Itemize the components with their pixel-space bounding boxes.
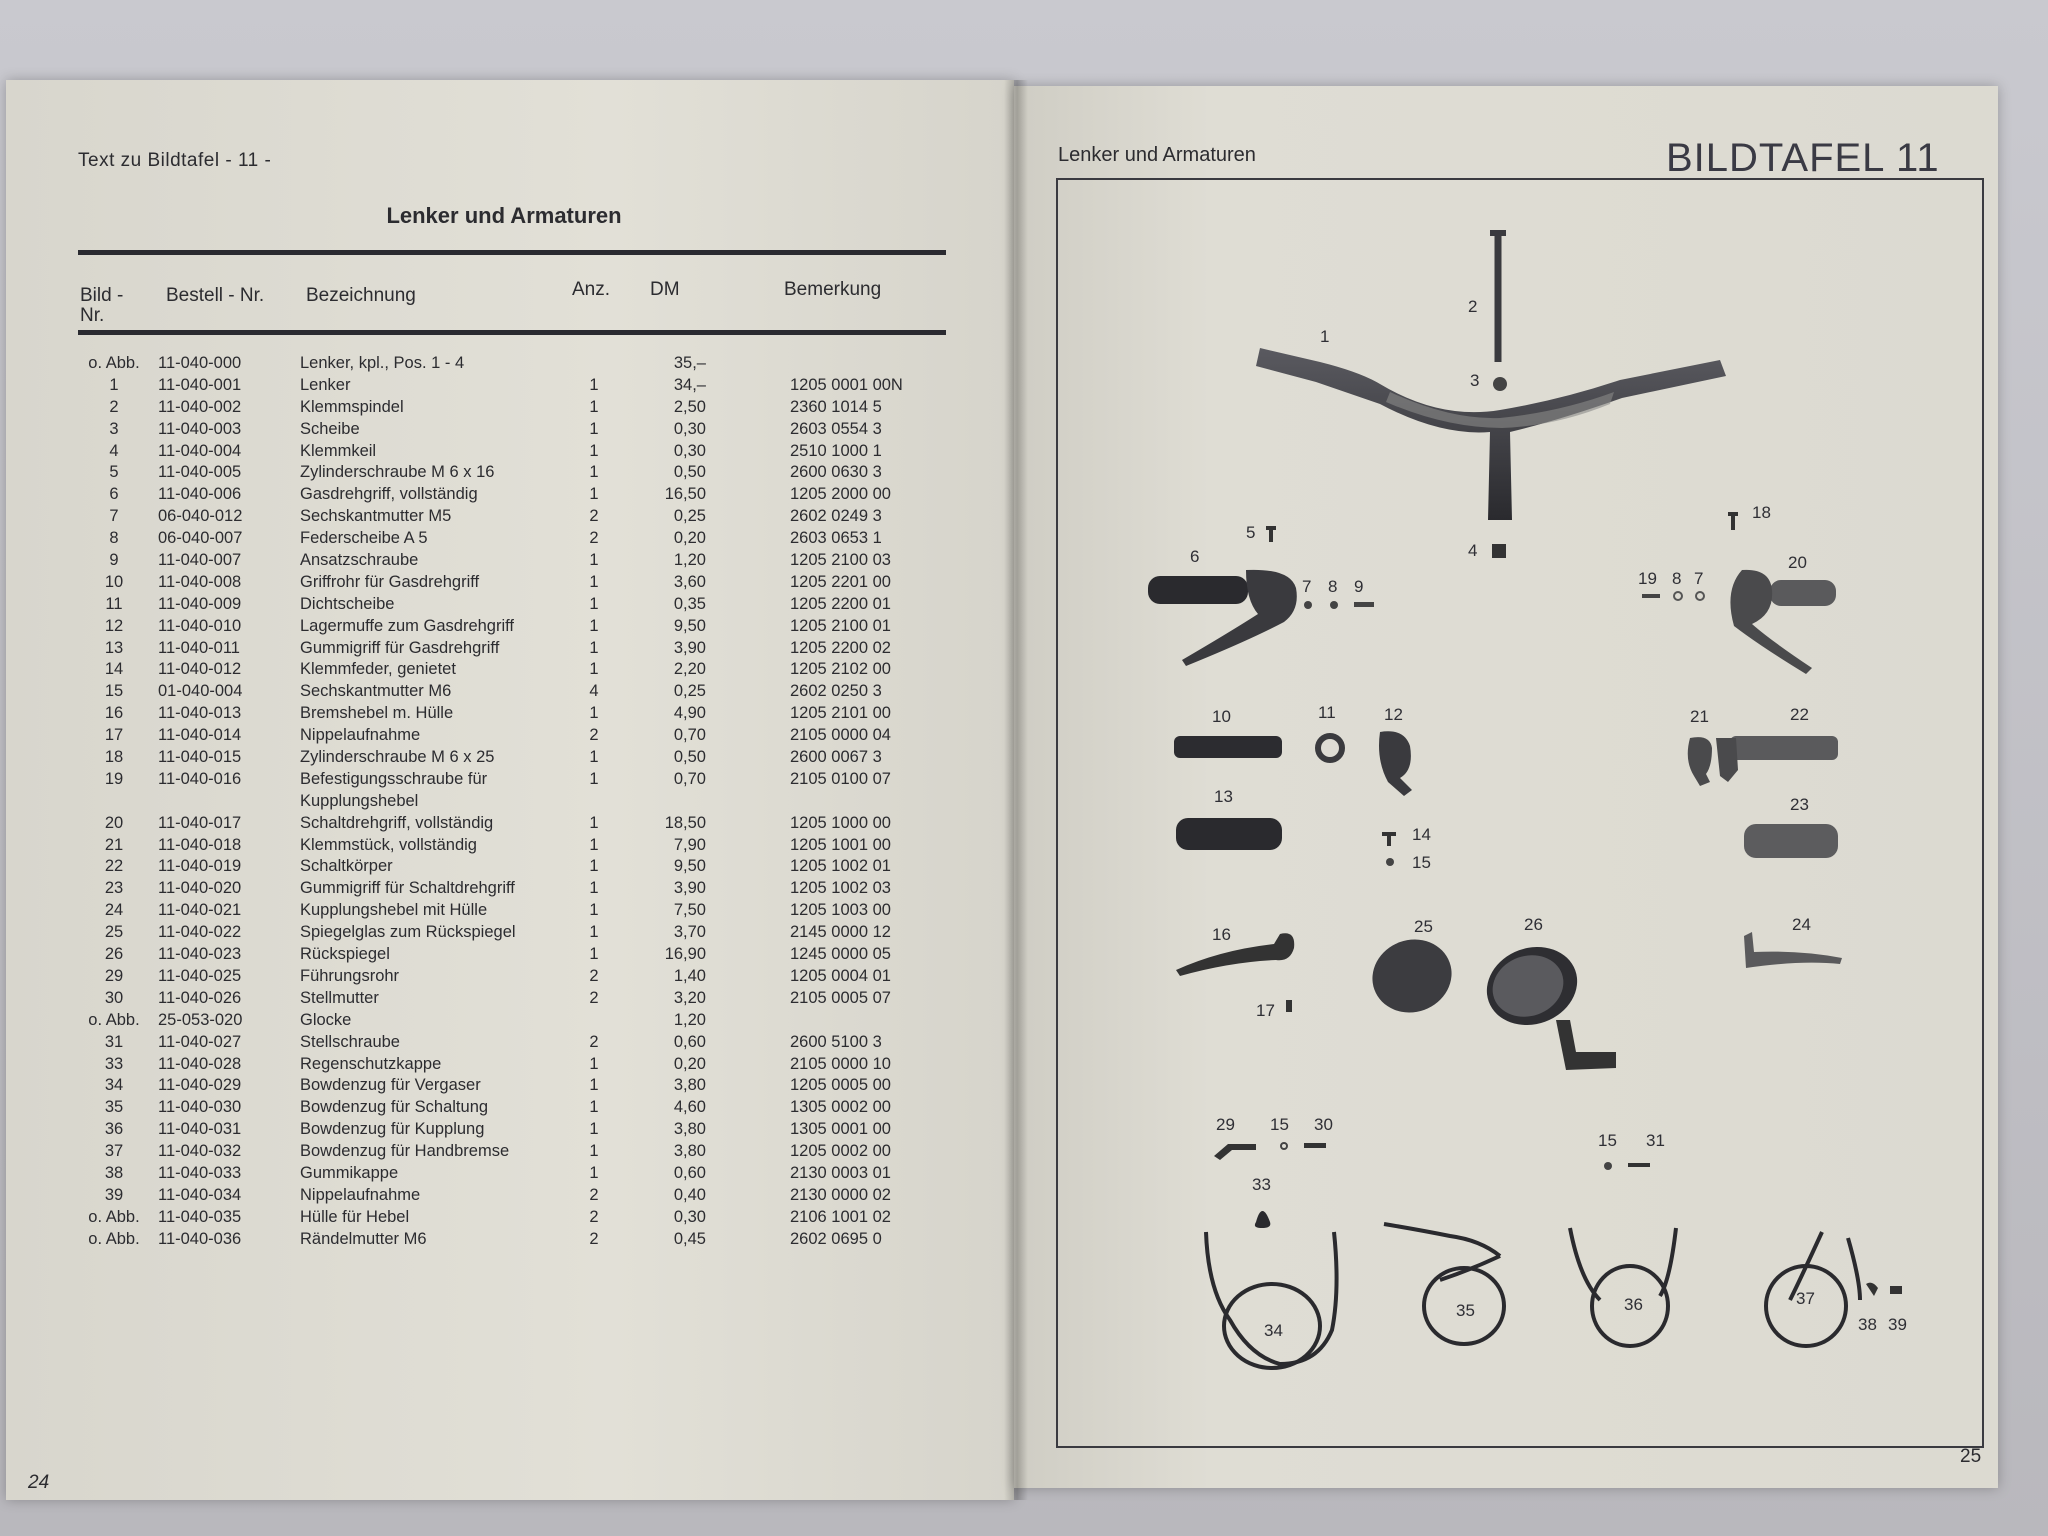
cell-bez: Hülle für Hebel (300, 1207, 410, 1226)
cell-bem: 1205 2201 00 (790, 572, 891, 591)
cell-dm: 34,– (673, 375, 706, 394)
part-label: 2 (1468, 297, 1478, 316)
part-label: 8 (1672, 569, 1682, 588)
cell-bez: Glocke (300, 1010, 352, 1029)
cell-bem: 1205 1002 01 (790, 857, 891, 876)
part-label: 3 (1470, 371, 1480, 390)
cell-anz: 1 (589, 813, 599, 832)
cell-dm: 0,60 (673, 1032, 706, 1051)
page-number-left: 24 (28, 1472, 50, 1493)
cell-bez: Dichtscheibe (300, 594, 395, 613)
cell-bestell: 11-040-035 (158, 1207, 242, 1226)
right-page-header: Lenker und Armaturen (1058, 144, 1256, 166)
part-label: 4 (1468, 541, 1478, 560)
cell-bez: Gummigriff für Schaltdrehgriff (300, 879, 515, 898)
cell-bestell: 11-040-002 (158, 397, 242, 416)
cell-bestell: 11-040-007 (158, 551, 242, 570)
cell-bem: 2600 5100 3 (790, 1032, 882, 1051)
cell-dm: 1,20 (673, 1010, 706, 1029)
cell-anz: 1 (589, 616, 599, 635)
cell-anz: 2 (589, 1032, 599, 1051)
cell-anz: 1 (589, 835, 599, 854)
cell-bild: 35 (104, 1098, 124, 1117)
cell-anz: 1 (589, 704, 599, 723)
cell-bestell: 11-040-020 (158, 879, 242, 898)
cell-bestell: 11-040-009 (158, 594, 242, 613)
cell-bild: 38 (104, 1163, 124, 1182)
part-label: 36 (1624, 1295, 1643, 1314)
cell-anz: 1 (589, 441, 599, 460)
cell-bem: 2145 0000 12 (790, 923, 891, 942)
cell-anz: 1 (589, 1120, 599, 1139)
cell-bem: 1205 2101 00 (790, 704, 891, 723)
cell-bild: 18 (104, 748, 124, 767)
cell-bez: Griffrohr für Gasdrehgriff (300, 572, 480, 591)
cell-bild: 8 (109, 529, 119, 548)
part-label: 1 (1320, 327, 1330, 346)
cell-bild: 33 (104, 1054, 124, 1073)
cell-bestell: 11-040-015 (158, 748, 242, 767)
cell-bild: 30 (104, 988, 124, 1007)
cell-bez: Sechskantmutter M5 (300, 507, 452, 526)
part-label: 16 (1212, 925, 1231, 944)
parts-list-title: Lenker und Armaturen (386, 203, 622, 228)
cell-bem: 2105 0000 04 (790, 726, 891, 745)
cell-bestell: 11-040-016 (158, 769, 242, 788)
cell-bem: 1245 0000 05 (790, 945, 891, 964)
cell-bild: 29 (104, 966, 124, 985)
cell-bez: Ansatzschraube (300, 551, 419, 570)
part-label: 35 (1456, 1301, 1475, 1320)
cell-dm: 35,– (673, 354, 706, 372)
cell-dm: 3,60 (673, 572, 706, 591)
cell-bez: Lenker (300, 375, 351, 394)
cell-bem: 1205 1002 03 (790, 879, 891, 898)
cell-anz: 1 (589, 1076, 599, 1095)
cell-bestell: 25-053-020 (158, 1010, 243, 1029)
part-label: 25 (1414, 917, 1433, 936)
part-label: 29 (1216, 1115, 1235, 1134)
cell-dm: 0,25 (673, 507, 706, 526)
cell-bestell: 11-040-010 (158, 616, 242, 635)
cell-bem: 2510 1000 1 (790, 441, 882, 460)
cell-bild: 36 (104, 1120, 124, 1139)
part-label: 31 (1646, 1131, 1665, 1150)
cell-dm: 4,90 (673, 704, 706, 723)
cell-bild: 13 (104, 638, 124, 657)
cell-bem: 1205 2200 01 (790, 594, 891, 613)
cell-bez: Lagermuffe zum Gasdrehgriff (300, 616, 515, 635)
cell-anz: 1 (589, 945, 599, 964)
cell-dm: 3,80 (673, 1142, 706, 1161)
cell-bestell: 11-040-003 (158, 419, 242, 438)
cell-bild: 20 (104, 813, 124, 832)
cell-dm: 0,25 (673, 682, 706, 701)
part-label: 10 (1212, 707, 1231, 726)
column-header-bild-line2: Nr. (80, 305, 105, 326)
part-label: 39 (1888, 1315, 1907, 1334)
cell-bestell: 11-040-025 (158, 966, 242, 985)
cell-bestell: 11-040-027 (158, 1032, 242, 1051)
cell-bestell: 11-040-034 (158, 1185, 242, 1204)
part-label: 24 (1792, 915, 1811, 934)
cell-bild: 24 (104, 901, 124, 920)
part-label: 37 (1796, 1289, 1815, 1308)
cell-bez: Bowdenzug für Handbremse (300, 1142, 510, 1161)
cell-dm: 3,80 (673, 1076, 706, 1095)
cell-dm: 0,40 (673, 1185, 706, 1204)
cell-bild: o. Abb. (88, 354, 140, 372)
cell-bild: 19 (104, 769, 124, 788)
cell-bem: 1205 1001 00 (790, 835, 891, 854)
cell-bild: 7 (109, 507, 119, 526)
cell-bez: Klemmfeder, genietet (300, 660, 456, 679)
cell-anz: 1 (589, 1163, 599, 1182)
cell-bez: Zylinderschraube M 6 x 16 (300, 463, 495, 482)
cell-anz: 1 (589, 660, 599, 679)
cell-bez: Scheibe (300, 419, 360, 438)
cell-anz: 2 (589, 507, 599, 526)
column-header-bild-line1: Bild - (80, 285, 124, 306)
cell-bem: 1205 1000 00 (790, 813, 891, 832)
cell-dm: 3,80 (673, 1120, 706, 1139)
cell-bem: 2602 0250 3 (790, 682, 882, 701)
cell-bez: Klemmstück, vollständig (300, 835, 477, 854)
cell-dm: 2,20 (673, 660, 706, 679)
cell-bestell: 11-040-008 (158, 572, 242, 591)
cell-bem: 1205 0002 00 (790, 1142, 891, 1161)
cell-anz: 1 (589, 1142, 599, 1161)
cell-bem: 2602 0695 0 (790, 1229, 882, 1248)
cell-bild: 4 (109, 441, 119, 460)
cell-anz: 2 (589, 529, 599, 548)
cell-bild: 5 (109, 463, 119, 482)
part-label: 6 (1190, 547, 1200, 566)
cell-dm: 1,40 (673, 966, 706, 985)
cell-bestell: 11-040-014 (158, 726, 242, 745)
cell-dm: 3,20 (673, 988, 706, 1007)
part-label: 22 (1790, 705, 1809, 724)
cell-bez: Stellschraube (300, 1032, 400, 1051)
cell-dm: 0,30 (673, 441, 706, 460)
cell-bild: 25 (104, 923, 124, 942)
part-label: 7 (1302, 577, 1312, 596)
cell-anz: 1 (589, 397, 599, 416)
column-header-dm: DM (650, 279, 680, 300)
cell-bez: Gummigriff für Gasdrehgriff (300, 638, 500, 657)
plate-title: BILDTAFEL 11 (1666, 136, 1940, 180)
cell-dm: 9,50 (673, 616, 706, 635)
cell-bestell: 11-040-001 (158, 375, 242, 394)
cell-dm: 0,20 (673, 1054, 706, 1073)
cell-bestell: 06-040-007 (158, 529, 243, 548)
cell-bem: 1305 0002 00 (790, 1098, 891, 1117)
cell-bem: 2130 0000 02 (790, 1185, 891, 1204)
cell-bestell: 11-040-022 (158, 923, 242, 942)
cell-anz: 4 (589, 682, 599, 701)
cell-dm: 7,90 (673, 835, 706, 854)
cell-bem: 2105 0000 10 (790, 1054, 891, 1073)
cell-bez: Gummikappe (300, 1163, 399, 1182)
cell-bestell: 11-040-019 (158, 857, 242, 876)
cell-bem: 2106 1001 02 (790, 1207, 891, 1226)
cell-bez: Sechskantmutter M6 (300, 682, 452, 701)
cell-bild: o. Abb. (88, 1229, 140, 1248)
cell-bem: 2105 0100 07 (790, 769, 891, 788)
cell-anz: 1 (589, 594, 599, 613)
cell-bestell: 11-040-028 (158, 1054, 242, 1073)
cell-bem: 2130 0003 01 (790, 1163, 891, 1182)
cell-dm: 1,20 (673, 551, 706, 570)
part-label: 34 (1264, 1321, 1283, 1340)
cell-anz: 1 (589, 879, 599, 898)
cell-bem: 2600 0067 3 (790, 748, 882, 767)
cell-bez: Regenschutzkappe (300, 1054, 442, 1073)
cell-bestell: 11-040-023 (158, 945, 242, 964)
cell-bestell: 11-040-030 (158, 1098, 242, 1117)
cell-dm: 0,20 (673, 529, 706, 548)
cell-bez: Bowdenzug für Vergaser (300, 1076, 481, 1095)
cell-bild: 14 (104, 660, 124, 679)
cell-dm: 0,70 (673, 726, 706, 745)
cell-bem: 2360 1014 5 (790, 397, 882, 416)
cell-bestell: 11-040-011 (158, 638, 240, 657)
cell-bild: 22 (104, 857, 124, 876)
cell-dm: 2,50 (673, 397, 706, 416)
part-label: 20 (1788, 553, 1807, 572)
cell-bem: 1205 1003 00 (790, 901, 891, 920)
cell-bestell: 11-040-021 (158, 901, 242, 920)
cell-bez: Führungsrohr (300, 966, 400, 985)
column-header-bemerkung: Bemerkung (784, 279, 882, 300)
cell-bem: 2602 0249 3 (790, 507, 882, 526)
cell-dm: 0,30 (673, 419, 706, 438)
cell-dm: 0,50 (673, 748, 706, 767)
cell-bez: Klemmkeil (300, 441, 377, 460)
part-label: 8 (1328, 577, 1338, 596)
cell-anz: 1 (589, 1054, 599, 1073)
cell-bem: 1205 2200 02 (790, 638, 891, 657)
left-page-header: Text zu Bildtafel - 11 - (78, 150, 272, 171)
cell-dm: 7,50 (673, 901, 706, 920)
cell-anz: 2 (589, 1229, 599, 1248)
cell-bild: 39 (104, 1185, 124, 1204)
cell-bem: 1205 2100 03 (790, 551, 891, 570)
cell-bez: Rückspiegel (300, 945, 390, 964)
cell-bild: 3 (109, 419, 119, 438)
column-header-anz: Anz. (572, 279, 611, 300)
cell-bem: 1205 2000 00 (790, 485, 891, 504)
cell-anz: 1 (589, 551, 599, 570)
part-label: 19 (1638, 569, 1657, 588)
cell-bild: 16 (104, 704, 124, 723)
cell-anz: 2 (589, 966, 599, 985)
cell-bestell: 11-040-017 (158, 813, 242, 832)
cell-dm: 0,45 (673, 1229, 706, 1248)
cell-bestell: 11-040-029 (158, 1076, 242, 1095)
cell-anz: 2 (589, 1207, 599, 1226)
cell-bez: Lenker, kpl., Pos. 1 - 4 (300, 354, 465, 372)
column-header-bezeichnung: Bezeichnung (306, 285, 416, 306)
cell-anz: 1 (589, 1098, 599, 1117)
cell-dm: 18,50 (664, 813, 706, 832)
cell-dm: 0,30 (673, 1207, 706, 1226)
cell-anz: 1 (589, 901, 599, 920)
cell-bez: Schaltdrehgriff, vollständig (300, 813, 494, 832)
cell-bild: 31 (104, 1032, 124, 1051)
cell-dm: 0,60 (673, 1163, 706, 1182)
part-label: 26 (1524, 915, 1543, 934)
cell-bild: 26 (104, 945, 124, 964)
cell-bild: o. Abb. (88, 1010, 140, 1029)
cell-bestell: 11-040-018 (158, 835, 242, 854)
cell-bez: Stellmutter (300, 988, 379, 1007)
cell-bez: Nippelaufnahme (300, 1185, 421, 1204)
cell-anz: 1 (589, 769, 599, 788)
cell-bez: Kupplungshebel mit Hülle (300, 901, 488, 920)
cell-dm: 16,50 (664, 485, 706, 504)
cell-bestell: 11-040-012 (158, 660, 242, 679)
cell-bild: 11 (105, 594, 123, 613)
part-label: 13 (1214, 787, 1233, 806)
cell-bestell: 11-040-004 (158, 441, 242, 460)
cell-bestell: 06-040-012 (158, 507, 243, 526)
cell-bild: 1 (109, 375, 119, 394)
cell-bez: Bremshebel m. Hülle (300, 704, 454, 723)
cell-bez: Bowdenzug für Kupplung (300, 1120, 485, 1139)
part-label: 33 (1252, 1175, 1271, 1194)
part-label: 18 (1752, 503, 1771, 522)
cell-bez: Schaltkörper (300, 857, 393, 876)
cell-bem: 1205 2102 00 (790, 660, 891, 679)
part-label: 30 (1314, 1115, 1333, 1134)
cell-bestell: 11-040-031 (158, 1120, 242, 1139)
cell-bem: 1205 0005 00 (790, 1076, 891, 1095)
cell-anz: 2 (589, 988, 599, 1007)
cell-bild: 23 (104, 879, 124, 898)
cell-bild: 10 (104, 572, 124, 591)
part-label: 15 (1598, 1131, 1617, 1150)
cell-bestell: 11-040-026 (158, 988, 242, 1007)
cell-bez: Rändelmutter M6 (300, 1229, 427, 1248)
part-label: 15 (1270, 1115, 1289, 1134)
cell-bem: 2105 0005 07 (790, 988, 891, 1007)
cell-dm: 3,90 (673, 879, 706, 898)
cell-dm: 0,50 (673, 463, 706, 482)
cell-anz: 1 (589, 463, 599, 482)
cell-bestell: 11-040-013 (158, 704, 242, 723)
cell-bem: 2600 0630 3 (790, 463, 882, 482)
part-label: 12 (1384, 705, 1403, 724)
cell-bem: 1305 0001 00 (790, 1120, 891, 1139)
cell-bem: 2603 0653 1 (790, 529, 882, 548)
cell-anz: 1 (589, 748, 599, 767)
cell-bem: 1205 2100 01 (790, 616, 891, 635)
cell-dm: 16,90 (664, 945, 706, 964)
part-label: 9 (1354, 577, 1364, 596)
cell-bem: 1205 0004 01 (790, 966, 891, 985)
page-number-right: 25 (1960, 1446, 1982, 1467)
part-label: 23 (1790, 795, 1809, 814)
cell-bez: Nippelaufnahme (300, 726, 421, 745)
part-label: 5 (1246, 523, 1256, 542)
cell-bestell: 11-040-036 (158, 1229, 242, 1248)
cell-bild: o. Abb. (88, 1207, 140, 1226)
cell-bez: Befestigungsschraube für (300, 769, 488, 788)
cell-anz: 1 (589, 923, 599, 942)
cell-bestell: 11-040-033 (158, 1163, 242, 1182)
cell-bem: 1205 0001 00N (790, 375, 903, 394)
part-label: 14 (1412, 825, 1431, 844)
cell-bez: Spiegelglas zum Rückspiegel (300, 923, 516, 942)
cell-bez: Bowdenzug für Schaltung (300, 1098, 489, 1117)
part-label: 11 (1318, 703, 1336, 722)
part-label: 38 (1858, 1315, 1877, 1334)
cell-dm: 0,70 (673, 769, 706, 788)
cell-dm: 4,60 (673, 1098, 706, 1117)
cell-bestell: 11-040-032 (158, 1142, 242, 1161)
cell-bem: 2603 0554 3 (790, 419, 882, 438)
cell-bild: 34 (104, 1076, 124, 1095)
cell-anz: 1 (589, 857, 599, 876)
cell-dm: 3,70 (673, 923, 706, 942)
cell-anz: 1 (589, 572, 599, 591)
part-label: 17 (1256, 1001, 1275, 1020)
cell-anz: 1 (589, 375, 599, 394)
part-label: 7 (1694, 569, 1704, 588)
cell-dm: 9,50 (673, 857, 706, 876)
part-label: 21 (1690, 707, 1709, 726)
cell-bez: Federscheibe A 5 (300, 529, 428, 548)
cell-bild: 6 (109, 485, 119, 504)
cell-anz: 1 (589, 419, 599, 438)
cell-bestell: 01-040-004 (158, 682, 243, 701)
cell-bestell: 11-040-000 (158, 354, 242, 372)
cell-bez: Klemmspindel (300, 397, 404, 416)
cell-bez: Zylinderschraube M 6 x 25 (300, 748, 495, 767)
cell-bez: Gasdrehgriff, vollständig (300, 485, 478, 504)
cell-anz: 2 (589, 726, 599, 745)
cell-bestell: 11-040-006 (158, 485, 242, 504)
cell-bild: 37 (104, 1142, 124, 1161)
cell-bild: 21 (104, 835, 124, 854)
cell-bestell: 11-040-005 (158, 463, 242, 482)
cell-anz: 2 (589, 1185, 599, 1204)
cell-anz: 1 (589, 485, 599, 504)
cell-bild: 9 (109, 551, 119, 570)
cell-bild: 2 (109, 397, 119, 416)
cell-bild: 12 (104, 616, 124, 635)
cell-dm: 0,35 (673, 594, 706, 613)
cell-bild: 15 (104, 682, 124, 701)
cell-bez: Kupplungshebel (300, 791, 419, 810)
column-header-bestell: Bestell - Nr. (166, 285, 265, 306)
cell-dm: 3,90 (673, 638, 706, 657)
part-label: 15 (1412, 853, 1431, 872)
cell-bild: 17 (104, 726, 124, 745)
cell-anz: 1 (589, 638, 599, 657)
